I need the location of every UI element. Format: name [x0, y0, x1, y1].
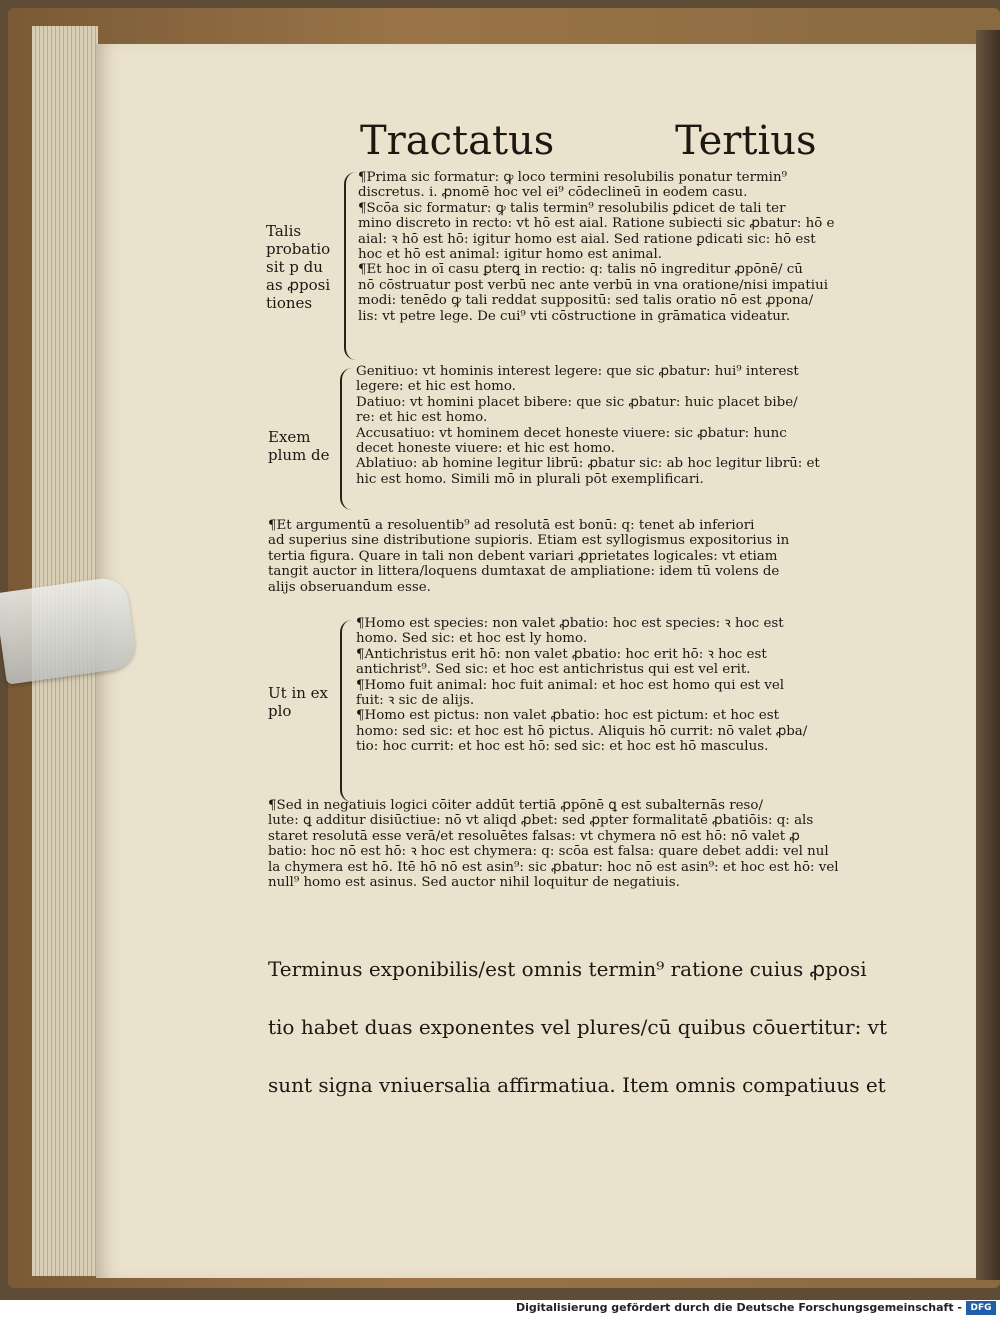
text-block-cases — [356, 364, 820, 487]
text-line: ¶Sed in negatiuis logici cōiter addūt tertiā ꝓpōnē ꝗ est subalternās reso/ — [268, 798, 764, 813]
text-line: homo: sed sic: et hoc est hō pictus. Aliquis hō currit: nō valet ꝓba/ — [356, 723, 808, 739]
text-line: ¶Antichristus erit hō: non valet ꝓbatio: hoc erit hō: ꝛ hoc est — [356, 646, 767, 662]
text-line: alijs obseruandum esse. — [268, 579, 431, 595]
text-line: la chymera est hō. Itē hō nō est asin⁹: sic ꝓbatur: hoc nō est asin⁹: et hoc est hō: vel — [268, 859, 839, 875]
text-block-argument — [268, 518, 789, 595]
text-line: ¶Scōa sic formatur: ꝙ talis termin⁹ resolubilis ꝑdicet de tali ter — [358, 200, 786, 216]
text-line: hic est homo. Simili mō in plurali pōt exemplificari. — [356, 471, 704, 487]
text-line: aial: ꝛ hō est hō: igitur homo est aial. Sed ratione ꝑdicati sic: hō est — [358, 231, 816, 247]
text-line: ad superius sine distributione supioris. Etiam est syllogismus expositorius in — [268, 533, 790, 549]
text-line: legere: et hic est homo. — [356, 379, 516, 395]
text-line: tio: hoc currit: et hoc est hō: sed sic: et hoc est hō masculus. — [356, 739, 769, 755]
text-line: batio: hoc nō est hō: ꝛ hoc est chymera: q: scōa est falsa: quare debet addi: vel nul — [268, 844, 829, 860]
text-block-negatives — [268, 798, 839, 890]
running-title — [360, 118, 817, 164]
text-line: ¶Homo est species: non valet ꝓbatio: hoc est species: ꝛ hoc est — [356, 616, 784, 631]
text-line: nō cōstruatur post verbū nec ante verbū in vna oratione/nisi impatiui — [358, 277, 828, 293]
marginal-gloss-ut-in-exemplo: Ut in ex plo — [268, 684, 328, 720]
text-line: ¶Homo fuit animal: hoc fuit animal: et hoc est homo qui est vel — [356, 677, 785, 693]
text-line: mino discreto in recto: vt hō est aial. Ratione subiecti sic ꝓbatur: hō e — [358, 216, 835, 232]
digitization-credit: Digitalisierung gefördert durch die Deutsche Forschungsgemeinschaft - — [515, 1301, 962, 1314]
text-line: null⁹ homo est asinus. Sed auctor nihil loquitur de negatiuis. — [268, 875, 680, 891]
text-line: Genitiuo: vt hominis interest legere: que sic ꝓbatur: hui⁹ interest — [356, 364, 799, 379]
text-line: decet honeste viuere: et hic est homo. — [356, 441, 615, 457]
text-line: homo. Sed sic: et hoc est ly homo. — [356, 631, 588, 647]
text-line: Datiuo: vt homini placet bibere: que sic ꝓbatur: huic placet bibe/ — [356, 394, 798, 410]
text-block-rules — [358, 170, 834, 324]
definition-line: sunt signa vniuersalia affirmatiua. Item omnis compatiuus et — [268, 1073, 886, 1097]
text-line: Accusatiuo: vt hominem decet honeste viuere: sic ꝓbatur: hunc — [356, 425, 787, 441]
text-line: lis: vt petre lege. De cui⁹ vti cōstructione in grāmatica videatur. — [358, 308, 791, 324]
definition-block — [268, 940, 887, 1114]
text-line: fuit: ꝛ sic de alijs. — [356, 693, 475, 709]
text-line: antichrist⁹. Sed sic: et hoc est antichristus qui est vel erit. — [356, 662, 751, 678]
text-line: staret resolutā esse verā/et resoluētes falsas: vt chymera nō est hō: nō valet ꝓ — [268, 828, 800, 844]
running-title-right: Tertius — [675, 118, 817, 164]
definition-line: tio habet duas exponentes vel plures/cū quibus cōuertitur: vt — [268, 1015, 888, 1039]
running-title-left: Tractatus — [360, 118, 555, 164]
text-line: tangit auctor in littera/loquens dumtaxat de ampliatione: idem tū volens de — [268, 564, 780, 580]
text-block-examples — [356, 616, 807, 755]
text-line: modi: tenēdo ꝙ tali reddat suppositū: sed talis oratio nō est ꝓpona/ — [358, 293, 814, 309]
text-line: lute: ꝗ additur disiūctiue: nō vt aliqd ꝓbet: sed ꝓpter formalitatē ꝓbatiōis: q: als — [268, 813, 814, 829]
bracket-brace — [340, 620, 352, 802]
bracket-brace — [344, 172, 356, 360]
dfg-logo: DFG — [966, 1301, 996, 1315]
text-line: hoc et hō est animal: igitur homo est animal. — [358, 247, 663, 263]
plastic-bookmark — [0, 575, 138, 684]
text-line: tertia figura. Quare in tali non debent variari ꝓprietates logicales: vt etiam — [268, 548, 778, 564]
text-line: re: et hic est homo. — [356, 410, 488, 426]
text-line: discretus. i. ꝓnomē hoc vel ei⁹ cōdeclineū in eodem casu. — [358, 185, 748, 201]
text-line: ¶Prima sic formatur: ꝙ loco termini resolubilis ponatur termin⁹ — [358, 170, 787, 185]
marginal-gloss-talis: Talis probatio sit p du as ꝓposi tiones — [266, 222, 331, 312]
book-spine — [976, 30, 1000, 1280]
text-line: ¶Et hoc in oī casu ꝑterꝗ in rectio: q: talis nō ingreditur ꝓpōnē/ cū — [358, 262, 803, 278]
bracket-brace — [340, 368, 352, 510]
definition-line: Terminus exponibilis/est omnis termin⁹ ratione cuius ꝓposi — [268, 957, 867, 981]
text-line: ¶Homo est pictus: non valet ꝓbatio: hoc est pictum: et hoc est — [356, 708, 779, 724]
marginal-gloss-exemplum: Exem plum de — [268, 428, 330, 464]
text-line: ¶Et argumentū a resoluentib⁹ ad resolutā est bonū: q: tenet ab inferiori — [268, 518, 755, 533]
text-line: Ablatiuo: ab homine legitur librū: ꝓbatur sic: ab hoc legitur librū: et — [356, 456, 820, 472]
